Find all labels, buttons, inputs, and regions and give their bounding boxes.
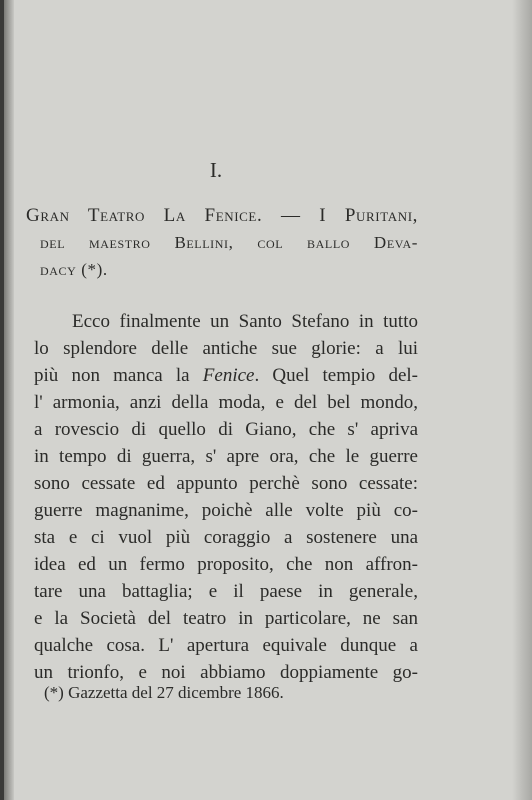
text-line: in tempo di guerra, s' apre ora, che le guerre xyxy=(34,446,418,467)
italic-word: Fenice xyxy=(202,365,255,386)
text-line: tare una battaglia; e il paese in generale, xyxy=(34,581,418,602)
body-paragraph xyxy=(34,308,418,686)
text-line: guerre magnanime, poichè alle volte più co- xyxy=(34,500,418,521)
text-line: l' armonia, anzi della moda, e del bel mondo, xyxy=(34,392,418,413)
text-line xyxy=(34,362,418,389)
text-line: qualche cosa. L' apertura equivale dunque a xyxy=(34,635,418,656)
text-line: e la Società del teatro in particolare, ne san xyxy=(34,608,418,629)
text-line: sta e ci vuol più coraggio a sostenere una xyxy=(34,527,418,548)
footnote: (*) Gazzetta del 27 dicembre 1866. xyxy=(44,683,284,702)
text-line: Ecco finalmente un Santo Stefano in tutto xyxy=(72,311,418,332)
heading-line-1: Gran Teatro La Fenice. — I Puritani, xyxy=(26,205,418,226)
text-fragment: . Quel tempio del- xyxy=(254,365,418,386)
text-line: un trionfo, e noi abbiamo doppiamente go- xyxy=(34,662,418,683)
page-spine-shadow xyxy=(4,0,14,800)
page-edge-shading xyxy=(512,0,532,800)
heading-line-2: del maestro Bellini, col ballo Deva- xyxy=(40,233,418,252)
text-line: a rovescio di quello di Giano, che s' apriva xyxy=(34,419,418,440)
text-line: sono cessate ed appunto perchè sono cessate: xyxy=(34,473,418,494)
heading-line-3: dacy (*). xyxy=(40,260,108,279)
text-line: lo splendore delle antiche sue glorie: a lui xyxy=(34,338,418,359)
section-heading xyxy=(26,202,418,283)
text-line: idea ed un fermo proposito, che non affron- xyxy=(34,554,418,575)
text-fragment: più non manca la xyxy=(34,365,203,386)
chapter-number: I. xyxy=(209,158,223,182)
book-page xyxy=(4,0,532,800)
